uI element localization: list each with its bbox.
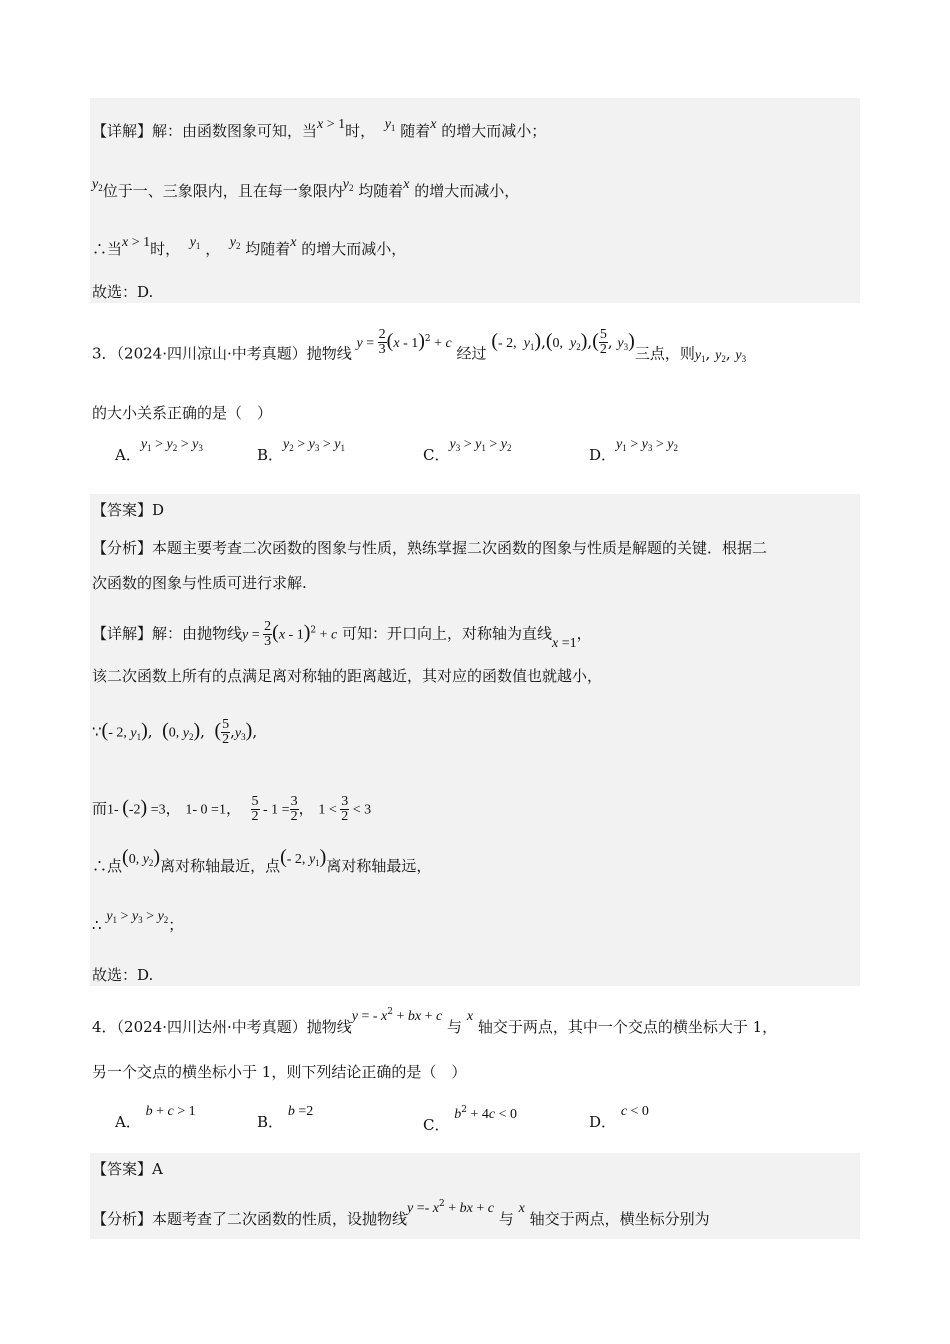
q3-option-d[interactable]: D．$y_1 > y_3 > y_2$	[589, 437, 678, 464]
q2-detail-line1: 【详解】解：由函数图象可知，当x > 1时， $y_1$ 随着x 的增大而减小；	[92, 117, 547, 140]
q2-detail-line2: $y_2$位于一、三象限内，且在每一象限内$y_2$ 均随着x 的增大而减小，	[92, 177, 520, 200]
q3-detail-line2: 该二次函数上所有的点满足离对称轴的距离越近，其对应的函数值也就越小，	[92, 667, 603, 685]
q4-option-c[interactable]: C． $b^2 + 4c < 0$	[423, 1105, 518, 1134]
q3-detail-line3: ∵(- 2, $y_1$), (0, $y_2$), ( $\frac{5}{2}$ $,y_3$),	[92, 717, 258, 747]
q4-option-d[interactable]: D． c < 0	[589, 1104, 649, 1131]
q4-stem-line1: 4．（2024·四川达州·中考真题）抛物线y = - $x^2$ + bx + c 与 x 轴交于两点，其中一个交点的横坐标大于 1，	[92, 1007, 778, 1036]
q3-analysis-line2: 次函数的图象与性质可进行求解.	[92, 574, 307, 592]
q3-stem-line2: 的大小关系正确的是（ ）	[92, 404, 273, 422]
q3-stem-line1: 3．（2024·四川凉山·中考真题）抛物线 y = $\frac{2}{3}$ (x - 1)$^2$ + c 经过 (- 2, $y_1),(0$, $y_2$),( $\frac{5}{2}$ , $y_3$)三点，则$y_1$, $y_2$, $y_3$	[92, 327, 747, 364]
q3-answer-choice: 故选：D.	[92, 966, 154, 984]
q2-detail-line3: ∴当x > 1时， $y_1$ ， $y_2$ 均随着x 的增大而减小，	[92, 235, 407, 258]
q4-stem-line2: 另一个交点的横坐标小于 1，则下列结论正确的是（ ）	[92, 1063, 467, 1081]
q3-detail-line4: 而1- (-2) =3， 1- 0 =1， $\frac{5}{2}$ - 1 = $\frac{3}{2}$ ， 1 < $\frac{3}{2}$ < 3	[92, 794, 372, 824]
q3-answer: 【答案】D	[92, 501, 165, 519]
q2-answer-choice: 故选：D.	[92, 283, 154, 301]
q3-detail-line1: 【详解】解：由抛物线y = $\frac{2}{3}$ (x - 1)$^2$ + c 可知：开口向上，对称轴为直线x =1，	[92, 619, 592, 651]
q3-option-b[interactable]: B．$y_2 > y_3 > y_1$	[257, 437, 345, 464]
q3-detail-line5: ∴点(0, $y_2$)离对称轴最近，点(- 2, $y_1$)离对称轴最远，	[92, 846, 432, 875]
q4-answer: 【答案】A	[92, 1160, 163, 1178]
q4-analysis-line1: 【分析】本题考查了二次函数的性质，设抛物线$y =- x^2$ + bx + c 与 x 轴交于两点，横坐标分别为	[92, 1199, 710, 1228]
q3-detail-line6: ∴ $y_1 > y_3 > y_2$；	[92, 909, 184, 934]
q3-option-a[interactable]: A．$y_1 > y_2 > y_3$	[115, 437, 203, 464]
q3-analysis-line1: 【分析】本题主要考查二次函数的图象与性质，熟练掌握二次函数的图象与性质是解题的关键．根据二	[92, 539, 768, 557]
q4-option-b[interactable]: B． b =2	[257, 1104, 314, 1131]
fraction: $\frac{2}{3}$	[378, 327, 386, 357]
q3-option-c[interactable]: C．$y_3 > y_1 > y_2$	[423, 437, 512, 464]
q4-option-a[interactable]: A． b + c > 1	[115, 1104, 196, 1131]
